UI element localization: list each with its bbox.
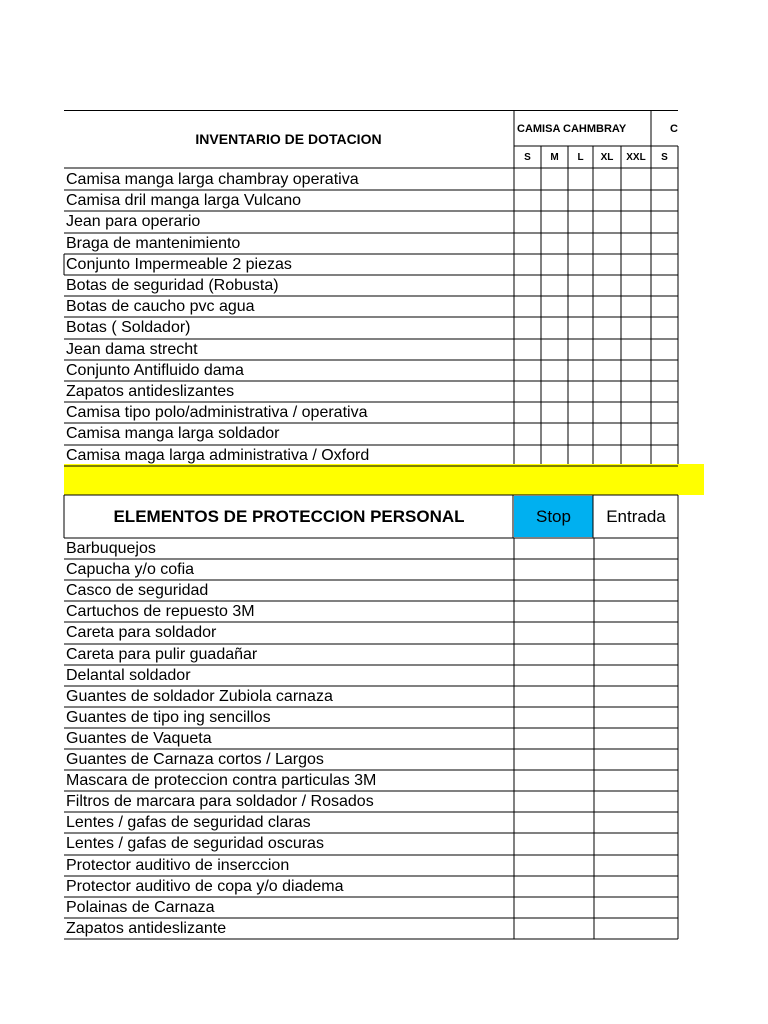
epp-quantity-cell[interactable] [594,876,678,897]
epp-quantity-cell[interactable] [594,580,678,601]
size-header-xxl: XXL [626,152,646,163]
inventory-size-cell[interactable] [593,275,621,296]
inventory-size-cell[interactable] [621,423,651,444]
inventory-size-cell[interactable] [621,296,651,317]
inventory-size-cell[interactable] [621,190,651,211]
epp-item-row-label: Polainas de Carnaza [66,898,215,916]
epp-item-row-label: Guantes de Vaqueta [66,729,212,747]
entrada-column-header[interactable]: Entrada [606,506,666,526]
inventory-item-row-label: Jean dama strecht [66,340,198,358]
inventory-item-row-label: Camisa maga larga administrativa / Oxford [66,446,370,464]
inventory-size-cell[interactable] [651,339,678,360]
inventory-size-cell[interactable] [514,317,541,338]
inventory-size-cell[interactable] [514,254,541,275]
inventory-size-cell[interactable] [541,169,568,190]
epp-item-row-label: Protector auditivo de inserccion [66,856,290,874]
inventory-size-cell[interactable] [541,423,568,444]
inventory-size-cell[interactable] [593,317,621,338]
epp-quantity-cell[interactable] [594,707,678,728]
inventory-item-row-label: Conjunto Antifluido dama [66,361,244,379]
epp-quantity-cell[interactable] [594,538,678,559]
epp-quantity-cell[interactable] [514,812,594,833]
epp-quantity-cell[interactable] [594,833,678,854]
inventory-item-row-label: Conjunto Impermeable 2 piezas [66,255,292,273]
epp-item-row-label: Careta para pulir guadañar [66,645,258,663]
inventory-size-cell[interactable] [651,233,678,254]
inventory-size-cell[interactable] [593,339,621,360]
epp-item-row-label: Lentes / gafas de seguridad claras [66,814,311,832]
inventory-size-cell[interactable] [621,254,651,275]
epp-quantity-cell[interactable] [594,665,678,686]
epp-item-row-label: Guantes de tipo ing sencillos [66,708,271,726]
inventory-size-cell[interactable] [514,296,541,317]
separator-band [64,464,704,495]
epp-quantity-cell[interactable] [514,559,594,580]
inventory-size-cell[interactable] [593,402,621,423]
epp-item-row-label: Guantes de Carnaza cortos / Largos [66,751,324,768]
inventory-size-cell[interactable] [568,423,593,444]
inventory-size-cell[interactable] [621,360,651,381]
inventory-size-cell[interactable] [541,317,568,338]
inventory-size-cell[interactable] [568,211,593,232]
inventory-item-row-label: Zapatos antideslizantes [66,383,235,400]
epp-quantity-cell[interactable] [514,855,594,876]
inventory-size-cell[interactable] [621,233,651,254]
inventory-size-cell[interactable] [514,275,541,296]
inventory-size-cell[interactable] [593,381,621,402]
inventory-size-cell[interactable] [651,423,678,444]
inventory-size-cell[interactable] [514,169,541,190]
inventory-size-cell[interactable] [568,254,593,275]
inventory-item-row-label: Camisa manga larga soldador [66,425,280,443]
inventory-size-cell[interactable] [621,339,651,360]
inventory-size-cell[interactable] [593,233,621,254]
epp-quantity-cell[interactable] [594,601,678,622]
epp-title: ELEMENTOS DE PROTECCION PERSONAL [113,506,465,526]
epp-quantity-cell[interactable] [514,686,594,707]
epp-quantity-cell[interactable] [514,791,594,812]
inventory-size-cell[interactable] [621,381,651,402]
size-group-camisa-chambray: CAMISA CAHMBRAY [517,123,627,135]
inventory-size-cell[interactable] [514,381,541,402]
epp-quantity-cell[interactable] [594,791,678,812]
inventory-item-row-label: Botas ( Soldador) [66,319,191,337]
inventory-size-cell[interactable] [621,317,651,338]
epp-item-row-label: Capucha y/o cofia [66,561,195,579]
size-header-s-2: S [661,152,668,163]
inventory-size-cell[interactable] [593,169,621,190]
size-group-next: C [670,123,678,135]
epp-item-row-label: Filtros de marcara para soldador / Rosados [66,793,374,811]
inventory-size-cell[interactable] [541,402,568,423]
inventory-size-cell[interactable] [593,211,621,232]
inventory-size-cell[interactable] [541,190,568,211]
inventory-item-row-label: Jean para operario [66,213,201,231]
epp-quantity-cell[interactable] [514,644,594,665]
inventory-size-cell[interactable] [651,402,678,423]
inventory-size-cell[interactable] [568,317,593,338]
inventory-title: INVENTARIO DE DOTACION [195,131,382,147]
inventory-size-cell[interactable] [568,233,593,254]
inventory-size-cell[interactable] [621,169,651,190]
inventory-size-cell[interactable] [651,381,678,402]
epp-quantity-cell[interactable] [594,855,678,876]
inventory-size-cell[interactable] [541,381,568,402]
inventory-size-cell[interactable] [568,402,593,423]
inventory-size-cell[interactable] [651,211,678,232]
inventory-size-cell[interactable] [651,169,678,190]
epp-quantity-cell[interactable] [514,707,594,728]
inventory-size-cell[interactable] [651,445,678,466]
inventory-size-cell[interactable] [651,275,678,296]
epp-quantity-cell[interactable] [514,622,594,643]
inventory-size-cell[interactable] [514,360,541,381]
inventory-size-cell[interactable] [514,339,541,360]
size-header-l: L [577,152,584,163]
inventory-size-cell[interactable] [514,190,541,211]
inventory-size-cell[interactable] [651,317,678,338]
epp-quantity-cell[interactable] [514,749,594,770]
inventory-item-row-label: Camisa dril manga larga Vulcano [66,192,302,210]
size-header-s: S [524,152,531,163]
epp-item-row-label: Barbuquejos [66,540,156,557]
inventory-size-cell[interactable] [621,275,651,296]
epp-quantity-cell[interactable] [594,812,678,833]
inventory-size-cell[interactable] [514,402,541,423]
epp-item-row-label: Careta para soldador [66,624,217,642]
inventory-size-cell[interactable] [541,233,568,254]
inventory-size-cell[interactable] [514,423,541,444]
inventory-size-cell[interactable] [568,360,593,381]
epp-item-row-label: Delantal soldador [66,666,191,684]
inventory-size-cell[interactable] [541,339,568,360]
top-border [64,110,678,111]
epp-quantity-cell[interactable] [594,644,678,665]
inventory-size-cell[interactable] [541,211,568,232]
inventory-size-cell[interactable] [568,169,593,190]
inventory-size-cell[interactable] [568,275,593,296]
inventory-size-cell[interactable] [568,296,593,317]
epp-quantity-cell[interactable] [514,897,594,918]
epp-quantity-cell[interactable] [514,538,594,559]
inventory-size-cell[interactable] [568,445,593,466]
inventory-size-cell[interactable] [651,360,678,381]
epp-item-row-label: Zapatos antideslizante [66,919,227,937]
epp-item-row-label: Cartuchos de repuesto 3M [66,603,255,621]
inventory-size-cell[interactable] [568,381,593,402]
inventory-size-cell[interactable] [541,360,568,381]
inventory-size-cell[interactable] [621,211,651,232]
inventory-size-cell[interactable] [541,254,568,275]
epp-quantity-cell[interactable] [594,559,678,580]
epp-item-row-label: Lentes / gafas de seguridad oscuras [66,835,324,853]
epp-item-row-label: Protector auditivo de copa y/o diadema [66,877,344,895]
inventory-size-cell[interactable] [514,445,541,466]
epp-quantity-cell[interactable] [514,918,594,939]
inventory-size-cell[interactable] [541,296,568,317]
epp-item-row-label: Mascara de proteccion contra particulas 3M [66,772,377,790]
epp-quantity-cell[interactable] [594,728,678,749]
epp-quantity-cell[interactable] [514,833,594,854]
epp-quantity-cell[interactable] [594,749,678,770]
epp-quantity-cell[interactable] [594,622,678,643]
epp-quantity-cell[interactable] [514,770,594,791]
epp-item-row-label: Guantes de soldador Zubiola carnaza [66,687,333,705]
inventory-item-row-label: Camisa tipo polo/administrativa / operativa [66,404,368,422]
size-header-xl: XL [600,152,614,163]
inventory-item-row-label: Botas de seguridad (Robusta) [66,277,279,294]
inventory-item-row-label: Camisa manga larga chambray operativa [66,171,359,188]
stop-column-header[interactable]: Stop [514,496,593,537]
inventory-size-cell[interactable] [593,445,621,466]
epp-quantity-cell[interactable] [514,876,594,897]
epp-quantity-cell[interactable] [514,728,594,749]
epp-quantity-cell[interactable] [594,686,678,707]
inventory-item-row-label: Braga de mantenimiento [66,234,241,252]
epp-quantity-cell[interactable] [514,601,594,622]
epp-quantity-cell[interactable] [514,665,594,686]
inventory-size-cell[interactable] [514,233,541,254]
inventory-size-cell[interactable] [568,339,593,360]
inventory-size-cell[interactable] [514,211,541,232]
inventory-size-cell[interactable] [593,360,621,381]
epp-quantity-cell[interactable] [514,580,594,601]
size-header-m: M [550,152,559,163]
epp-quantity-cell[interactable] [594,770,678,791]
inventory-size-cell[interactable] [621,402,651,423]
epp-quantity-cell[interactable] [594,918,678,939]
inventory-item-row-label: Botas de caucho pvc agua [66,298,255,316]
inventory-size-cell[interactable] [651,296,678,317]
inventory-size-cell[interactable] [593,423,621,444]
inventory-size-cell[interactable] [541,445,568,466]
epp-quantity-cell[interactable] [594,897,678,918]
inventory-size-cell[interactable] [541,275,568,296]
inventory-size-cell[interactable] [651,254,678,275]
inventory-size-cell[interactable] [651,190,678,211]
inventory-size-cell[interactable] [593,254,621,275]
epp-item-row-label: Casco de seguridad [66,582,209,600]
inventory-size-cell[interactable] [568,190,593,211]
inventory-size-cell[interactable] [593,190,621,211]
inventory-size-cell[interactable] [621,445,651,466]
inventory-size-cell[interactable] [593,296,621,317]
